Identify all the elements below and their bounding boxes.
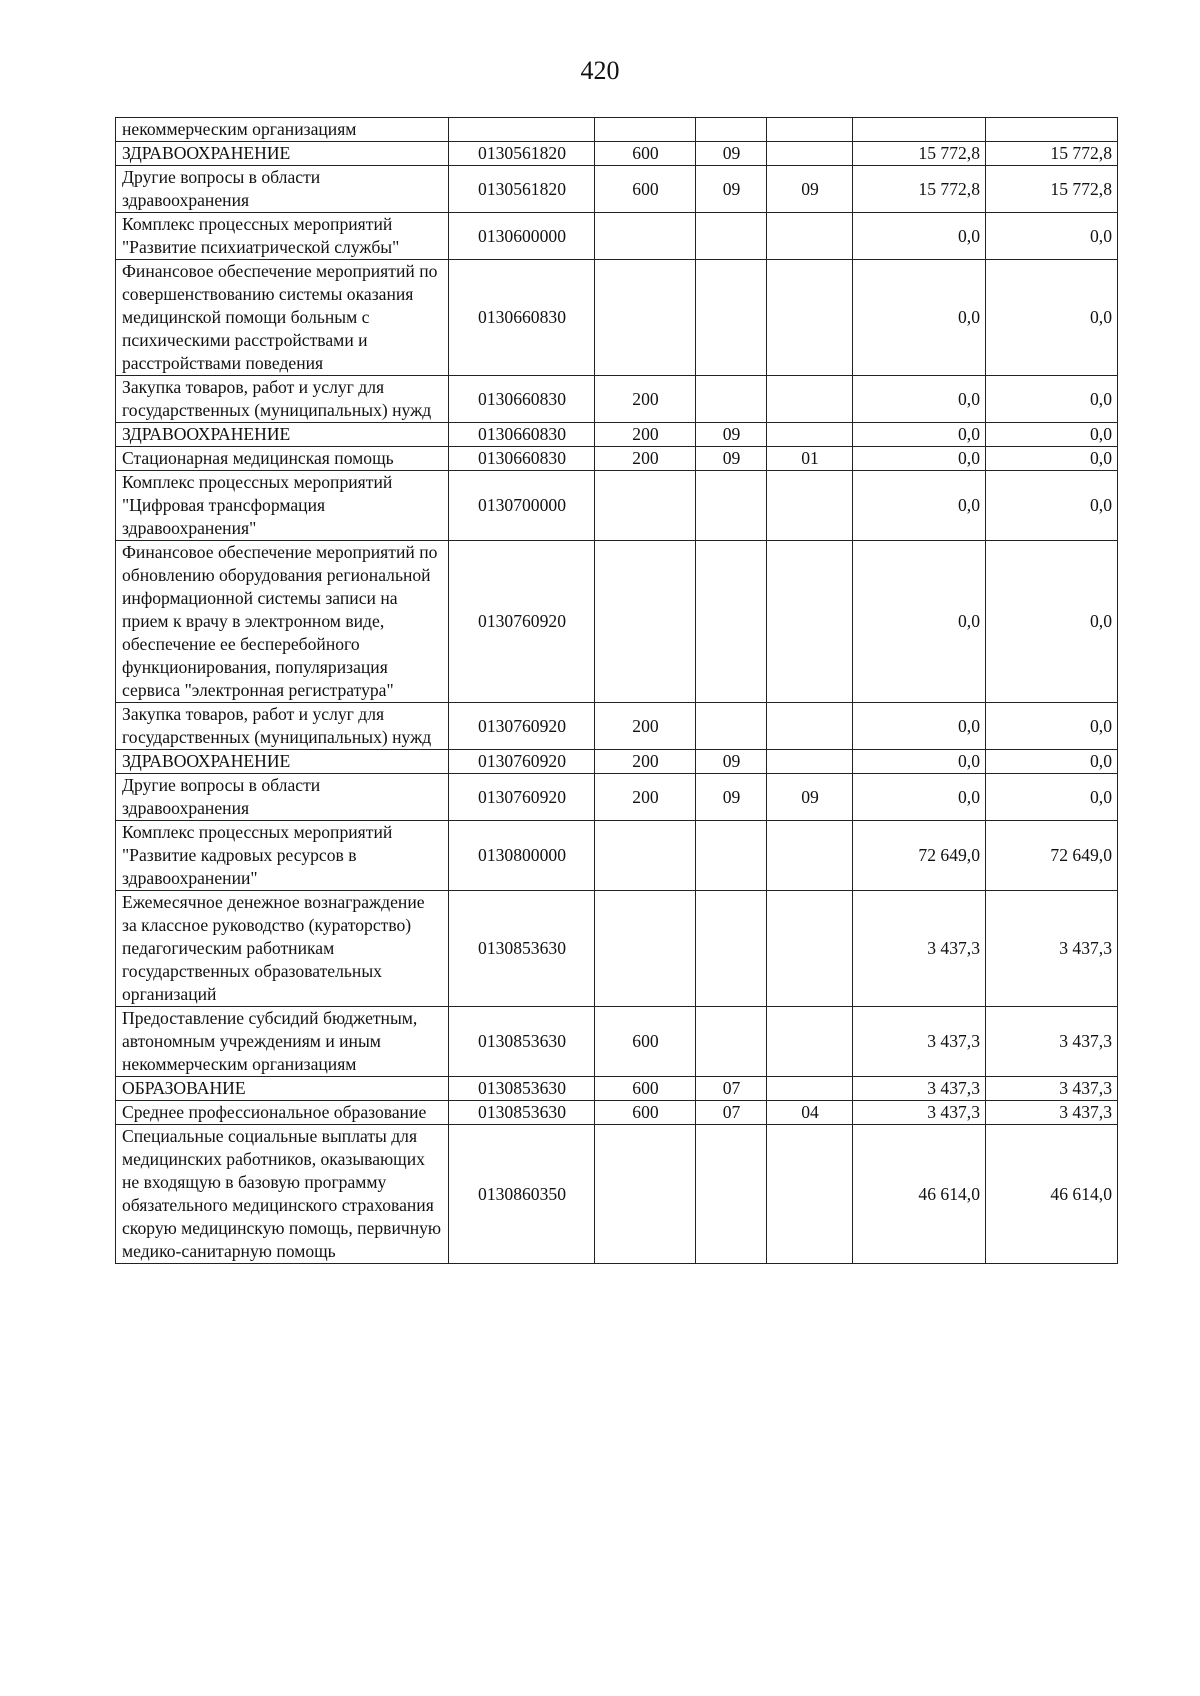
row-name-cell: Финансовое обеспечение мероприятий по совершенствованию системы оказания медицинской помощи больным с психическими расстройствами и расстройствами поведения xyxy=(116,260,449,376)
amount-year2-cell: 0,0 xyxy=(986,447,1118,471)
amount-year2-cell: 15 772,8 xyxy=(986,166,1118,213)
table-row xyxy=(116,1007,1118,1077)
amount-year1-cell: 0,0 xyxy=(853,750,986,774)
target-code-cell: 0130660830 xyxy=(449,260,595,376)
subsection-cell xyxy=(767,118,853,142)
table-row xyxy=(116,821,1118,891)
subsection-cell: 04 xyxy=(767,1101,853,1125)
table-row xyxy=(116,423,1118,447)
expense-type-cell xyxy=(595,821,696,891)
section-cell xyxy=(696,260,767,376)
table-row xyxy=(116,260,1118,376)
expense-type-cell xyxy=(595,541,696,703)
amount-year2-cell: 0,0 xyxy=(986,750,1118,774)
amount-year2-cell: 3 437,3 xyxy=(986,891,1118,1007)
target-code-cell: 0130853630 xyxy=(449,891,595,1007)
expense-type-cell: 200 xyxy=(595,703,696,750)
expense-type-cell: 600 xyxy=(595,142,696,166)
budget-table-body xyxy=(116,118,1118,1264)
section-cell: 07 xyxy=(696,1077,767,1101)
amount-year2-cell: 46 614,0 xyxy=(986,1125,1118,1264)
amount-year1-cell xyxy=(853,118,986,142)
row-name-cell: Специальные социальные выплаты для медицинских работников, оказывающих не входящую в базовую программу обязательного медицинского страхования скорую медицинскую помощь, первичную медико-санитарную помощь xyxy=(116,1125,449,1264)
subsection-cell: 09 xyxy=(767,774,853,821)
section-cell: 09 xyxy=(696,447,767,471)
target-code-cell: 0130800000 xyxy=(449,821,595,891)
section-cell xyxy=(696,1125,767,1264)
row-name-cell: Предоставление субсидий бюджетным, автономным учреждениям и иным некоммерческим организациям xyxy=(116,1007,449,1077)
amount-year1-cell: 15 772,8 xyxy=(853,166,986,213)
amount-year1-cell: 0,0 xyxy=(853,423,986,447)
page-number: 420 xyxy=(580,56,620,85)
section-cell xyxy=(696,1007,767,1077)
expense-type-cell xyxy=(595,471,696,541)
subsection-cell xyxy=(767,1077,853,1101)
amount-year1-cell: 3 437,3 xyxy=(853,1101,986,1125)
target-code-cell: 0130853630 xyxy=(449,1101,595,1125)
target-code-cell: 0130853630 xyxy=(449,1077,595,1101)
table-row xyxy=(116,703,1118,750)
subsection-cell xyxy=(767,1007,853,1077)
table-row xyxy=(116,1101,1118,1125)
target-code-cell: 0130853630 xyxy=(449,1007,595,1077)
subsection-cell xyxy=(767,891,853,1007)
subsection-cell xyxy=(767,1125,853,1264)
expense-type-cell: 200 xyxy=(595,376,696,423)
row-name-cell: Другие вопросы в области здравоохранения xyxy=(116,774,449,821)
target-code-cell: 0130760920 xyxy=(449,774,595,821)
budget-table xyxy=(115,117,1118,1264)
row-name-cell: некоммерческим организациям xyxy=(116,118,449,142)
subsection-cell xyxy=(767,471,853,541)
amount-year2-cell: 3 437,3 xyxy=(986,1077,1118,1101)
amount-year1-cell: 0,0 xyxy=(853,774,986,821)
table-row xyxy=(116,774,1118,821)
table-row xyxy=(116,891,1118,1007)
section-cell xyxy=(696,703,767,750)
subsection-cell xyxy=(767,821,853,891)
expense-type-cell: 600 xyxy=(595,1101,696,1125)
section-cell: 09 xyxy=(696,166,767,213)
table-row xyxy=(116,166,1118,213)
amount-year2-cell: 0,0 xyxy=(986,376,1118,423)
section-cell xyxy=(696,213,767,260)
target-code-cell xyxy=(449,118,595,142)
row-name-cell: Закупка товаров, работ и услуг для государственных (муниципальных) нужд xyxy=(116,376,449,423)
amount-year2-cell: 72 649,0 xyxy=(986,821,1118,891)
section-cell: 09 xyxy=(696,750,767,774)
amount-year2-cell: 0,0 xyxy=(986,213,1118,260)
subsection-cell xyxy=(767,423,853,447)
amount-year1-cell: 72 649,0 xyxy=(853,821,986,891)
target-code-cell: 0130760920 xyxy=(449,541,595,703)
expense-type-cell: 200 xyxy=(595,774,696,821)
expense-type-cell: 600 xyxy=(595,166,696,213)
target-code-cell: 0130561820 xyxy=(449,142,595,166)
amount-year1-cell: 15 772,8 xyxy=(853,142,986,166)
subsection-cell: 09 xyxy=(767,166,853,213)
table-row xyxy=(116,1077,1118,1101)
amount-year1-cell: 0,0 xyxy=(853,447,986,471)
subsection-cell xyxy=(767,750,853,774)
row-name-cell: Стационарная медицинская помощь xyxy=(116,447,449,471)
row-name-cell: Закупка товаров, работ и услуг для государственных (муниципальных) нужд xyxy=(116,703,449,750)
amount-year2-cell: 0,0 xyxy=(986,774,1118,821)
table-row xyxy=(116,213,1118,260)
amount-year2-cell xyxy=(986,118,1118,142)
target-code-cell: 0130660830 xyxy=(449,376,595,423)
amount-year1-cell: 0,0 xyxy=(853,703,986,750)
row-name-cell: Комплекс процессных мероприятий "Цифровая трансформация здравоохранения" xyxy=(116,471,449,541)
table-row xyxy=(116,1125,1118,1264)
subsection-cell xyxy=(767,213,853,260)
amount-year1-cell: 0,0 xyxy=(853,541,986,703)
row-name-cell: ЗДРАВООХРАНЕНИЕ xyxy=(116,750,449,774)
section-cell: 07 xyxy=(696,1101,767,1125)
expense-type-cell: 600 xyxy=(595,1007,696,1077)
subsection-cell xyxy=(767,142,853,166)
section-cell: 09 xyxy=(696,774,767,821)
amount-year1-cell: 0,0 xyxy=(853,376,986,423)
expense-type-cell: 200 xyxy=(595,447,696,471)
expense-type-cell xyxy=(595,213,696,260)
expense-type-cell: 200 xyxy=(595,423,696,447)
amount-year2-cell: 3 437,3 xyxy=(986,1101,1118,1125)
row-name-cell: Комплекс процессных мероприятий "Развитие психиатрической службы" xyxy=(116,213,449,260)
expense-type-cell xyxy=(595,118,696,142)
target-code-cell: 0130660830 xyxy=(449,423,595,447)
section-cell: 09 xyxy=(696,423,767,447)
target-code-cell: 0130760920 xyxy=(449,750,595,774)
table-row xyxy=(116,750,1118,774)
subsection-cell xyxy=(767,376,853,423)
row-name-cell: Финансовое обеспечение мероприятий по обновлению оборудования региональной информационной системы записи на прием к врачу в электронном виде, обеспечение ее бесперебойного функционирования, популяризация сервиса "электронная регистратура" xyxy=(116,541,449,703)
target-code-cell: 0130760920 xyxy=(449,703,595,750)
expense-type-cell xyxy=(595,891,696,1007)
row-name-cell: Среднее профессиональное образование xyxy=(116,1101,449,1125)
subsection-cell xyxy=(767,541,853,703)
table-row xyxy=(116,471,1118,541)
amount-year1-cell: 0,0 xyxy=(853,471,986,541)
subsection-cell: 01 xyxy=(767,447,853,471)
amount-year1-cell: 0,0 xyxy=(853,213,986,260)
amount-year1-cell: 3 437,3 xyxy=(853,1007,986,1077)
row-name-cell: Комплекс процессных мероприятий "Развитие кадровых ресурсов в здравоохранении" xyxy=(116,821,449,891)
amount-year2-cell: 0,0 xyxy=(986,471,1118,541)
target-code-cell: 0130860350 xyxy=(449,1125,595,1264)
row-name-cell: ЗДРАВООХРАНЕНИЕ xyxy=(116,423,449,447)
table-row xyxy=(116,541,1118,703)
amount-year2-cell: 0,0 xyxy=(986,423,1118,447)
row-name-cell: Другие вопросы в области здравоохранения xyxy=(116,166,449,213)
expense-type-cell: 200 xyxy=(595,750,696,774)
amount-year2-cell: 0,0 xyxy=(986,541,1118,703)
amount-year1-cell: 3 437,3 xyxy=(853,891,986,1007)
section-cell: 09 xyxy=(696,142,767,166)
target-code-cell: 0130600000 xyxy=(449,213,595,260)
subsection-cell xyxy=(767,260,853,376)
section-cell xyxy=(696,471,767,541)
amount-year2-cell: 3 437,3 xyxy=(986,1007,1118,1077)
target-code-cell: 0130561820 xyxy=(449,166,595,213)
expense-type-cell xyxy=(595,1125,696,1264)
section-cell xyxy=(696,891,767,1007)
amount-year2-cell: 0,0 xyxy=(986,703,1118,750)
table-row xyxy=(116,118,1118,142)
row-name-cell: Ежемесячное денежное вознаграждение за классное руководство (кураторство) педагогическим работникам государственных образовательных организаций xyxy=(116,891,449,1007)
row-name-cell: ОБРАЗОВАНИЕ xyxy=(116,1077,449,1101)
amount-year1-cell: 3 437,3 xyxy=(853,1077,986,1101)
target-code-cell: 0130660830 xyxy=(449,447,595,471)
table-row xyxy=(116,142,1118,166)
table-row xyxy=(116,376,1118,423)
row-name-cell: ЗДРАВООХРАНЕНИЕ xyxy=(116,142,449,166)
section-cell xyxy=(696,541,767,703)
amount-year2-cell: 0,0 xyxy=(986,260,1118,376)
subsection-cell xyxy=(767,703,853,750)
expense-type-cell xyxy=(595,260,696,376)
section-cell xyxy=(696,118,767,142)
section-cell xyxy=(696,376,767,423)
section-cell xyxy=(696,821,767,891)
expense-type-cell: 600 xyxy=(595,1077,696,1101)
amount-year1-cell: 0,0 xyxy=(853,260,986,376)
amount-year2-cell: 15 772,8 xyxy=(986,142,1118,166)
target-code-cell: 0130700000 xyxy=(449,471,595,541)
amount-year1-cell: 46 614,0 xyxy=(853,1125,986,1264)
table-row xyxy=(116,447,1118,471)
